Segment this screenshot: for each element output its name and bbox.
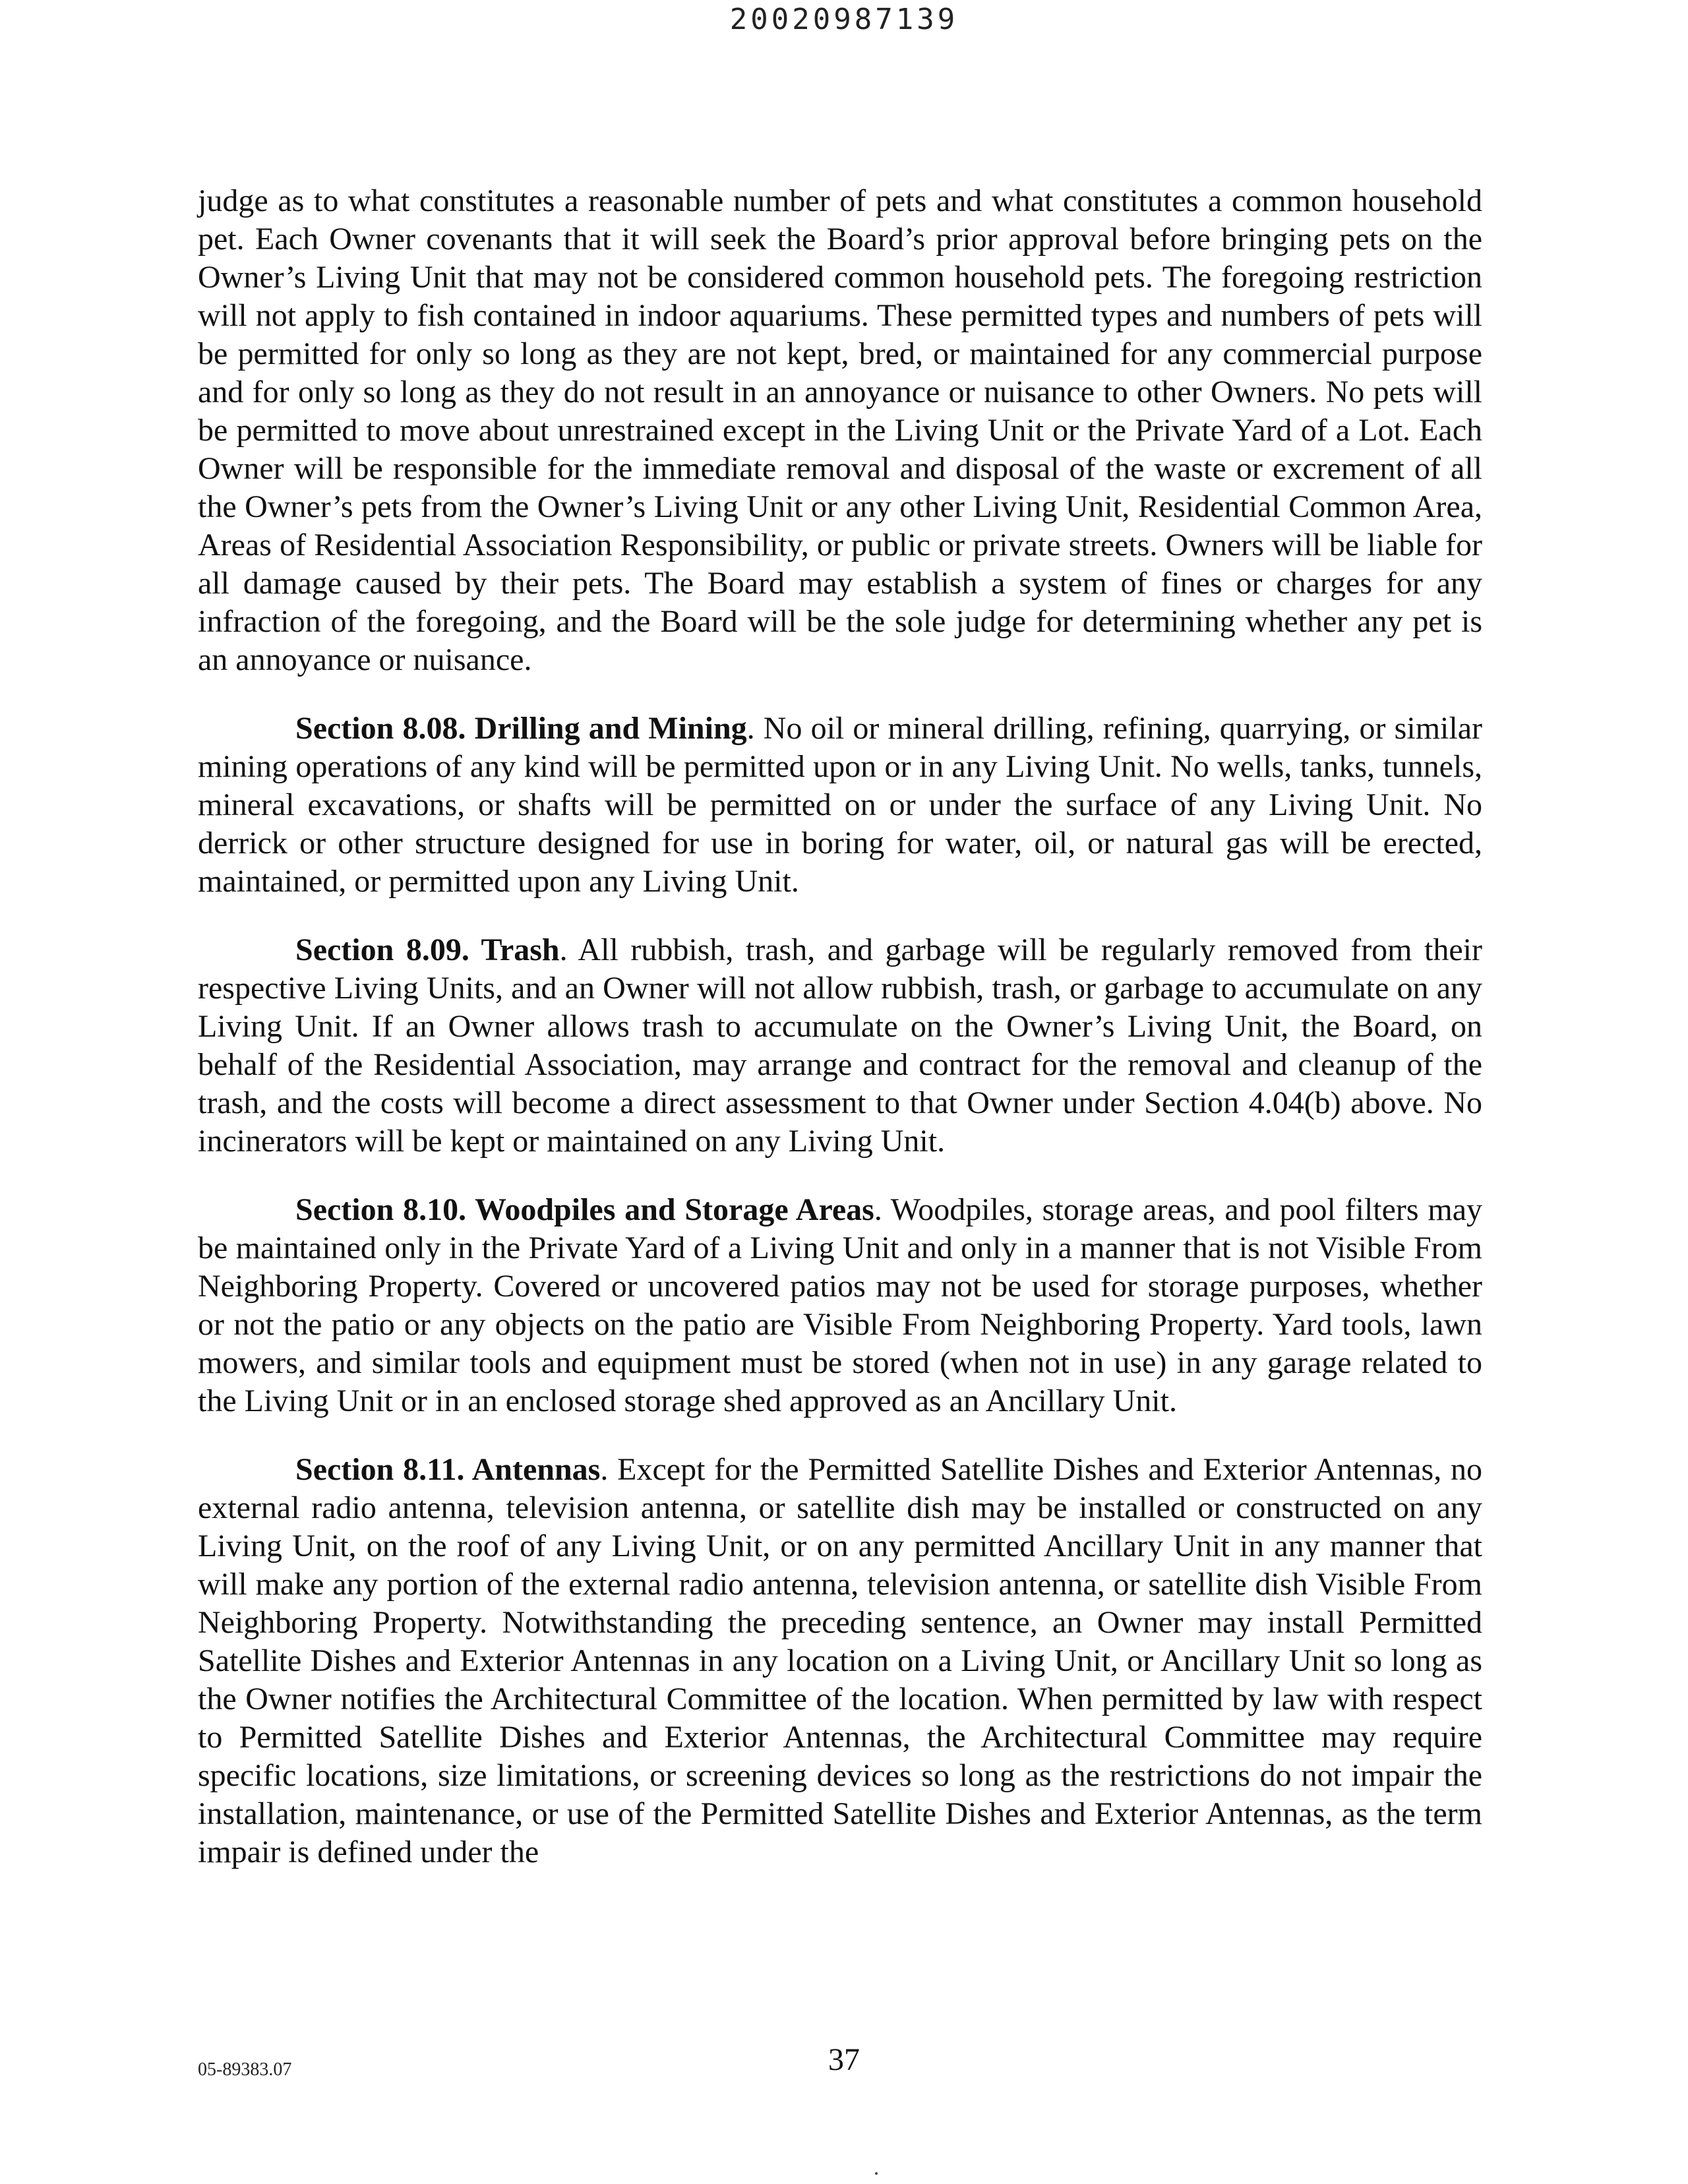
page-number: 37 (828, 2042, 860, 2077)
footer-document-code: 05-89383.07 (198, 2059, 292, 2080)
section-heading: Section 8.08. Drilling and Mining (295, 711, 747, 746)
scan-speck (875, 2172, 878, 2175)
paragraph-pets-continuation: judge as to what constitutes a reasonable number of pets and what constitutes a common household pet. Each Owner covenants that it will seek the Board’s prior approval before bringing pets on the Owner’s Living Unit that may not be considered common household pets. The foregoing restriction will not apply to fish contained in indoor aquariums. These permitted types and numbers of pets will be permitted for only so long as they are not kept, bred, or maintained for any commercial purpose and for only so long as they do not result in an annoyance or nuisance to other Owners. No pets will be permitted to move about unrestrained except in the Living Unit or the Private Yard of a Lot. Each Owner will be responsible for the immediate removal and disposal of the waste or excrement of all the Owner’s pets from the Owner’s Living Unit or any other Living Unit, Residential Common Area, Areas of Residential Association Responsibility, or public or private streets. Owners will be liable for all damage caused by their pets. The Board may establish a system of fines or charges for any infraction of the foregoing, and the Board will be the sole judge for determining whether any pet is an annoyance or nuisance. (198, 183, 1482, 677)
document-body (198, 182, 1482, 1871)
section-text: . Woodpiles, storage areas, and pool filters may be maintained only in the Private Yard of a Living Unit and only in a manner that is not Visible From Neighboring Property. Covered or uncovered patios may not be used for storage purposes, whether or not the patio or any objects on the patio are Visible From Neighboring Property. Yard tools, lawn mowers, and similar tools and equipment must be stored (when not in use) in any garage related to the Living Unit or in an enclosed storage shed approved as an Ancillary Unit. (198, 1192, 1483, 1418)
section-8-08 (198, 710, 1482, 901)
section-text: . Except for the Permitted Satellite Dishes and Exterior Antennas, no external radio antenna, television antenna, or satellite dish may be installed or constructed on any Living Unit, on the roof of any Living Unit, or on any permitted Ancillary Unit in any manner that will make any portion of the external radio antenna, television antenna, or satellite dish Visible From Neighboring Property. Notwithstanding the preceding sentence, an Owner may install Permitted Satellite Dishes and Exterior Antennas in any location on a Living Unit, or Ancillary Unit so long as the Owner notifies the Architectural Committee of the location. When permitted by law with respect to Permitted Satellite Dishes and Exterior Antennas, the Architectural Committee may require specific locations, size limitations, or screening devices so long as the restrictions do not impair the installation, maintenance, or use of the Permitted Satellite Dishes and Exterior Antennas, as the term impair is defined under the (198, 1452, 1482, 1869)
section-text: . No oil or mineral drilling, refining, quarrying, or similar mining operations of any kind will be permitted upon or in any Living Unit. No wells, tanks, tunnels, mineral excavations, or shafts will be permitted on or under the surface of any Living Unit. No derrick or other structure designed for use in boring for water, oil, or natural gas will be erected, maintained, or permitted upon any Living Unit. (198, 711, 1482, 899)
section-heading: Section 8.10. Woodpiles and Storage Areas (295, 1192, 874, 1227)
document-number: 20020987139 (729, 3, 959, 36)
section-8-09 (198, 931, 1482, 1161)
section-heading: Section 8.11. Antennas (295, 1452, 601, 1487)
section-heading: Section 8.09. Trash (295, 932, 560, 967)
section-text: . All rubbish, trash, and garbage will be regularly removed from their respective Living Units, and an Owner will not allow rubbish, trash, or garbage to accumulate on any Living Unit. If an Owner allows trash to accumulate on the Owner’s Living Unit, the Board, on behalf of the Residential Association, may arrange and contract for the removal and cleanup of the trash, and the costs will become a direct assessment to that Owner under Section 4.04(b) above. No incinerators will be kept or maintained on any Living Unit. (198, 932, 1482, 1159)
section-8-11 (198, 1451, 1482, 1871)
section-8-10 (198, 1191, 1482, 1420)
